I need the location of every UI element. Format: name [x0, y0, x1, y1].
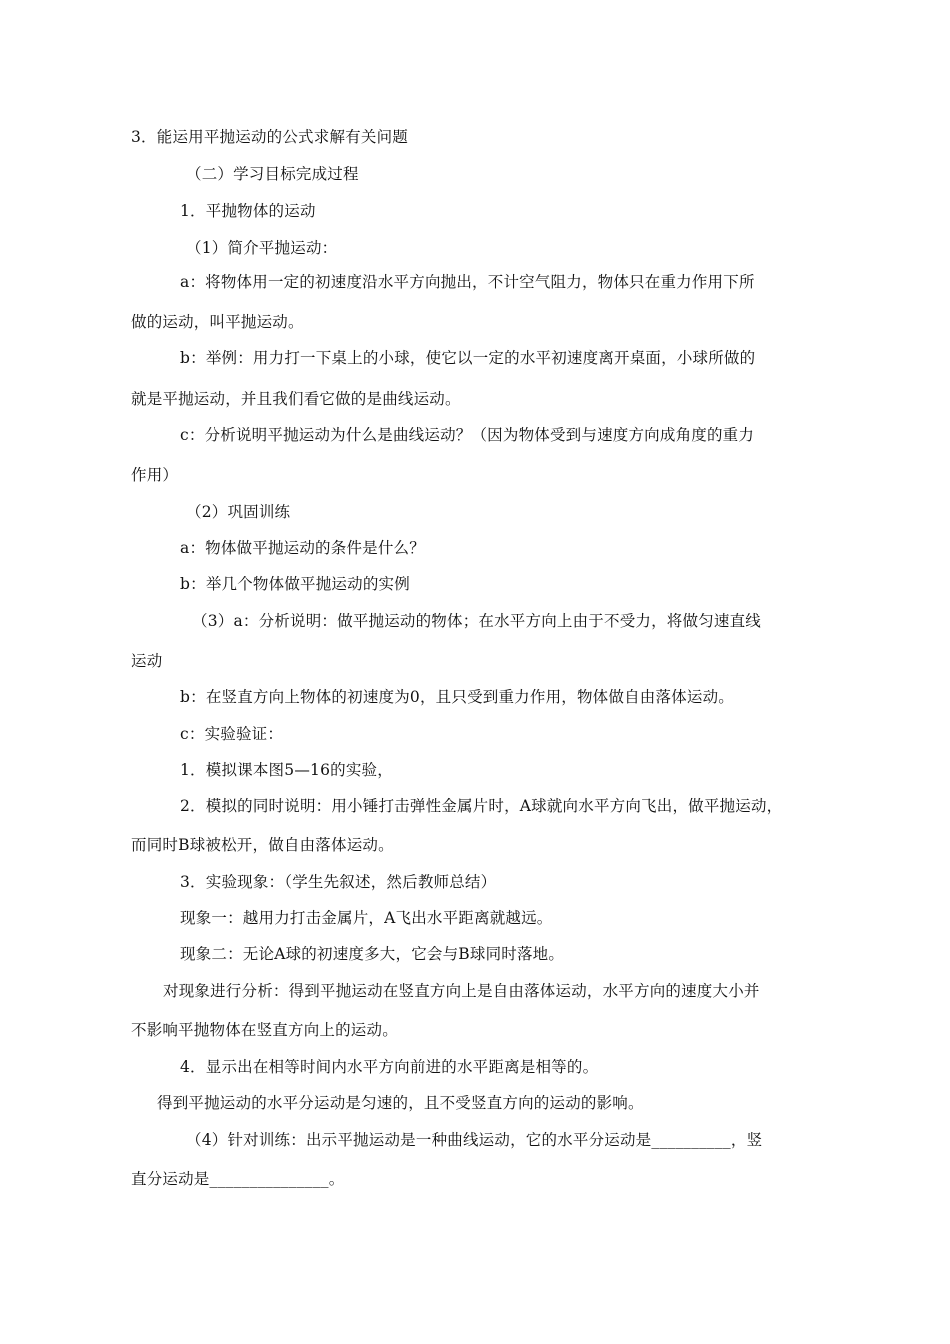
text-line: 3．实验现象：（学生先叙述，然后教师总结） — [180, 873, 497, 891]
text-line: 3．能运用平抛运动的公式求解有关问题 — [131, 128, 408, 146]
text-line: （3）a：分析说明：做平抛运动的物体；在水平方向上由于不受力，将做匀速直线 — [192, 612, 762, 630]
text-line: 运动 — [131, 652, 163, 670]
text-line: 1．平抛物体的运动 — [180, 202, 316, 220]
text-line: （2）巩固训练 — [186, 503, 291, 521]
text-line: （4）针对训练：出示平抛运动是一种曲线运动，它的水平分运动是__________，竖 — [186, 1131, 763, 1149]
text-line: c：分析说明平抛运动为什么是曲线运动？（因为物体受到与速度方向成角度的重力 — [180, 426, 755, 444]
text-line: （二）学习目标完成过程 — [186, 165, 359, 183]
text-line: （1）简介平抛运动： — [186, 239, 338, 257]
text-line: b：举例：用力打一下桌上的小球，使它以一定的水平初速度离开桌面，小球所做的 — [180, 349, 756, 367]
text-line: 2．模拟的同时说明：用小锤打击弹性金属片时，A球就向水平方向飞出，做平抛运动， — [180, 797, 783, 815]
text-line: 而同时B球被松开，做自由落体运动。 — [131, 836, 394, 854]
text-line: b：在竖直方向上物体的初速度为0，且只受到重力作用，物体做自由落体运动。 — [180, 688, 734, 706]
text-line: 不影响平抛物体在竖直方向上的运动。 — [131, 1021, 398, 1039]
text-line: a：将物体用一定的初速度沿水平方向抛出，不计空气阻力，物体只在重力作用下所 — [180, 273, 755, 291]
text-line: 就是平抛运动，并且我们看它做的是曲线运动。 — [131, 390, 461, 408]
text-line: 4．显示出在相等时间内水平方向前进的水平距离是相等的。 — [180, 1058, 599, 1076]
text-line: 做的运动，叫平抛运动。 — [131, 313, 304, 331]
text-line: 1．模拟课本图5—16的实验， — [180, 761, 393, 779]
text-line: a：物体做平抛运动的条件是什么？ — [180, 539, 425, 557]
text-line: c：实验验证： — [180, 725, 284, 743]
text-line: 现象一：越用力打击金属片，A飞出水平距离就越远。 — [180, 909, 553, 927]
text-line: 对现象进行分析：得到平抛运动在竖直方向上是自由落体运动，水平方向的速度大小并 — [163, 982, 760, 1000]
text-line: b：举几个物体做平抛运动的实例 — [180, 575, 410, 593]
text-line: 直分运动是_______________。 — [131, 1170, 345, 1188]
text-line: 作用） — [131, 466, 179, 484]
text-line: 现象二：无论A球的初速度多大，它会与B球同时落地。 — [180, 945, 565, 963]
text-line: 得到平抛运动的水平分运动是匀速的，且不受竖直方向的运动的影响。 — [157, 1094, 644, 1112]
